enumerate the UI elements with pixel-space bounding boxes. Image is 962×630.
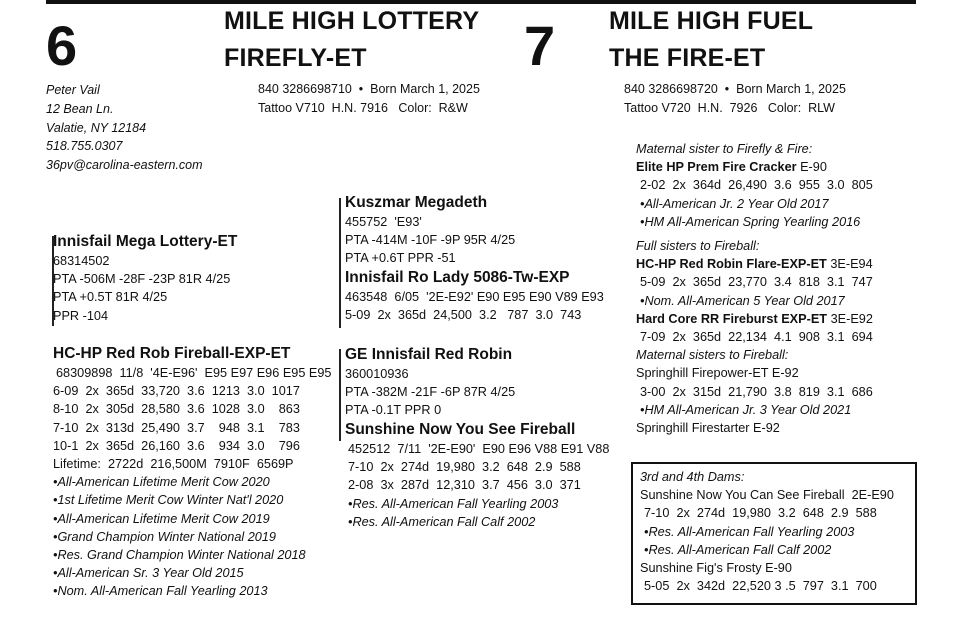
dam-honor-6: •All-American Sr. 3 Year Old 2015 — [53, 566, 244, 581]
lot-number-6: 6 — [46, 14, 78, 77]
dam-dam-honor-1: •Res. All-American Fall Yearling 2003 — [348, 496, 559, 511]
dam-honor-1: •All-American Lifetime Merit Cow 2020 — [53, 475, 270, 490]
flare-name-line — [636, 255, 873, 273]
burst-score: 3E-E92 — [827, 311, 873, 326]
flare-record: 5-09 2x 365d 23,770 3.4 818 3.1 747 — [640, 275, 873, 290]
dam-sire-pta2: PTA -0.1T PPR 0 — [345, 403, 442, 418]
dams-box-heading: 3rd and 4th Dams: — [640, 470, 745, 484]
elite-score: E-90 — [796, 160, 827, 175]
dam-dam-record-1: 7-10 2x 274d 19,980 3.2 648 2.9 588 — [348, 460, 581, 475]
elite-honor-2: •HM All-American Spring Yearling 2016 — [640, 214, 861, 229]
sire-pta1: PTA -506M -28F -23P 81R 4/25 — [53, 272, 231, 287]
dam-dam-record-2: 2-08 3x 287d 12,310 3.7 456 3.0 371 — [348, 478, 581, 493]
dam-honor-2: •1st Lifetime Merit Cow Winter Nat'l 2020 — [53, 493, 284, 508]
lot6-registration: 840 3286698710 • Born March 1, 2025 — [258, 82, 480, 96]
lot7-title-line1: MILE HIGH FUEL — [609, 7, 814, 35]
sire-dam-name: Innisfail Ro Lady 5086-Tw-EXP — [345, 269, 570, 286]
dam-honor-4: •Grand Champion Winter National 2019 — [53, 529, 276, 544]
dam-record-4: 10-1 2x 365d 26,160 3.6 934 3.0 796 — [53, 438, 300, 453]
lot6-tattoo: Tattoo V710 H.N. 7916 Color: R&W — [258, 101, 468, 115]
dam-sire-reg: 360010936 — [345, 367, 409, 381]
dam-block — [53, 344, 332, 601]
consignor-email: 36pv@carolina-eastern.com — [46, 158, 203, 173]
dams-box-honor-2: •Res. All-American Fall Calf 2002 — [644, 542, 832, 557]
dam-record-3: 7-10 2x 313d 25,490 3.7 948 3.1 783 — [53, 420, 300, 435]
flare-honor: •Nom. All-American 5 Year Old 2017 — [640, 293, 845, 308]
sire-sire-block — [345, 193, 515, 268]
firepower-record: 3-00 2x 315d 21,790 3.8 819 3.1 686 — [640, 384, 873, 399]
consignor-block — [46, 81, 203, 175]
dam-lifetime: Lifetime: 2722d 216,500M 7910F 6569P — [53, 457, 294, 472]
sire-block — [53, 232, 237, 325]
sire-dam-block — [345, 268, 604, 324]
dam-dam-block — [345, 420, 609, 531]
burst-record: 7-09 2x 365d 22,134 4.1 908 3.1 694 — [640, 330, 873, 345]
sire-dam-reg: 463548 6/05 '2E-E92' E90 E95 E90 V89 E93 — [345, 290, 604, 304]
elite-honor-1: •All-American Jr. 2 Year Old 2017 — [640, 196, 829, 211]
dam-name: HC-HP Red Rob Fireball-EXP-ET — [53, 345, 291, 362]
dam-sire-block — [345, 345, 515, 420]
firepower-name: Springhill Firepower-ET E-92 — [636, 366, 799, 381]
lot7-title-line2: THE FIRE-ET — [609, 44, 766, 72]
dams-box-name-1: Sunshine Now You Can See Fireball 2E-E90 — [640, 488, 894, 503]
consignor-phone: 518.755.0307 — [46, 139, 123, 154]
burst-name: Hard Core RR Fireburst EXP-ET — [636, 311, 828, 326]
consignor-city: Valatie, NY 12184 — [46, 120, 147, 135]
right-notes — [636, 140, 873, 437]
dam-record-1: 6-09 2x 365d 33,720 3.6 1213 3.0 1017 — [53, 384, 300, 399]
sire-sire-reg: 455752 'E93' — [345, 215, 422, 229]
lot7-registration: 840 3286698720 • Born March 1, 2025 — [624, 82, 846, 96]
dams-box-record-2: 5-05 2x 342d 22,520 3 .5 797 3.1 700 — [644, 579, 877, 594]
dam-honor-5: •Res. Grand Champion Winter National 2018 — [53, 548, 306, 563]
lot7-tattoo: Tattoo V720 H.N. 7926 Color: RLW — [624, 101, 835, 115]
sire-ppr: PPR -104 — [53, 308, 109, 323]
elite-record: 2-02 2x 364d 26,490 3.6 955 3.0 805 — [640, 178, 873, 193]
dam-reg: 68309898 11/8 '4E-E96' E95 E97 E96 E95 E95 — [56, 366, 332, 380]
dam-sire-name: GE Innisfail Red Robin — [345, 346, 513, 363]
elite-name-line — [636, 158, 873, 176]
maternal-fireball-heading: Maternal sisters to Fireball: — [636, 348, 789, 363]
firestarter-name: Springhill Firestarter E-92 — [636, 421, 780, 436]
burst-name-line — [636, 310, 873, 328]
dam-dam-reg: 452512 7/11 '2E-E90' E90 E96 V88 E91 V88 — [348, 442, 610, 456]
lot6-title-line1: MILE HIGH LOTTERY — [224, 7, 480, 35]
sire-name: Innisfail Mega Lottery-ET — [53, 233, 238, 250]
dam-dam-name: Sunshine Now You See Fireball — [345, 421, 576, 438]
sire-sire-pta1: PTA -414M -10F -9P 95R 4/25 — [345, 233, 516, 248]
sire-sire-name: Kuszmar Megadeth — [345, 194, 488, 211]
maternal-sister-heading: Maternal sister to Firefly & Fire: — [636, 142, 813, 156]
dams-box-name-2: Sunshine Fig's Frosty E-90 — [640, 561, 792, 576]
lot-number-7: 7 — [524, 14, 556, 77]
dams-box-record-1: 7-10 2x 274d 19,980 3.2 648 2.9 588 — [644, 506, 877, 521]
dam-record-2: 8-10 2x 305d 28,580 3.6 1028 3.0 863 — [53, 402, 300, 417]
sire-dam-record: 5-09 2x 365d 24,500 3.2 787 3.0 743 — [345, 308, 582, 323]
full-sisters-heading: Full sisters to Fireball: — [636, 239, 760, 254]
dams-box-content — [640, 468, 894, 595]
elite-name: Elite HP Prem Fire Cracker — [636, 160, 797, 175]
dam-honor-3: •All-American Lifetime Merit Cow 2019 — [53, 511, 270, 526]
sire-reg: 68314502 — [53, 254, 110, 268]
sire-side-bracket — [339, 198, 341, 328]
firepower-honor: •HM All-American Jr. 3 Year Old 2021 — [640, 402, 852, 417]
flare-score: 3E-E94 — [826, 257, 873, 272]
top-rule — [46, 0, 916, 4]
flare-name: HC-HP Red Robin Flare-EXP-ET — [636, 257, 827, 272]
sire-pta2: PTA +0.5T 81R 4/25 — [53, 290, 168, 305]
dam-side-bracket — [339, 349, 341, 441]
dam-honor-7: •Nom. All-American Fall Yearling 2013 — [53, 584, 268, 599]
dams-box-honor-1: •Res. All-American Fall Yearling 2003 — [644, 524, 855, 539]
sire-sire-pta2: PTA +0.6T PPR -51 — [345, 251, 456, 266]
lot6-title-line2: FIREFLY-ET — [224, 44, 367, 72]
dam-dam-honor-2: •Res. All-American Fall Calf 2002 — [348, 514, 536, 529]
consignor-street: 12 Bean Ln. — [46, 101, 114, 116]
consignor-name: Peter Vail — [46, 83, 100, 97]
dam-sire-pta1: PTA -382M -21F -6P 87R 4/25 — [345, 385, 516, 400]
